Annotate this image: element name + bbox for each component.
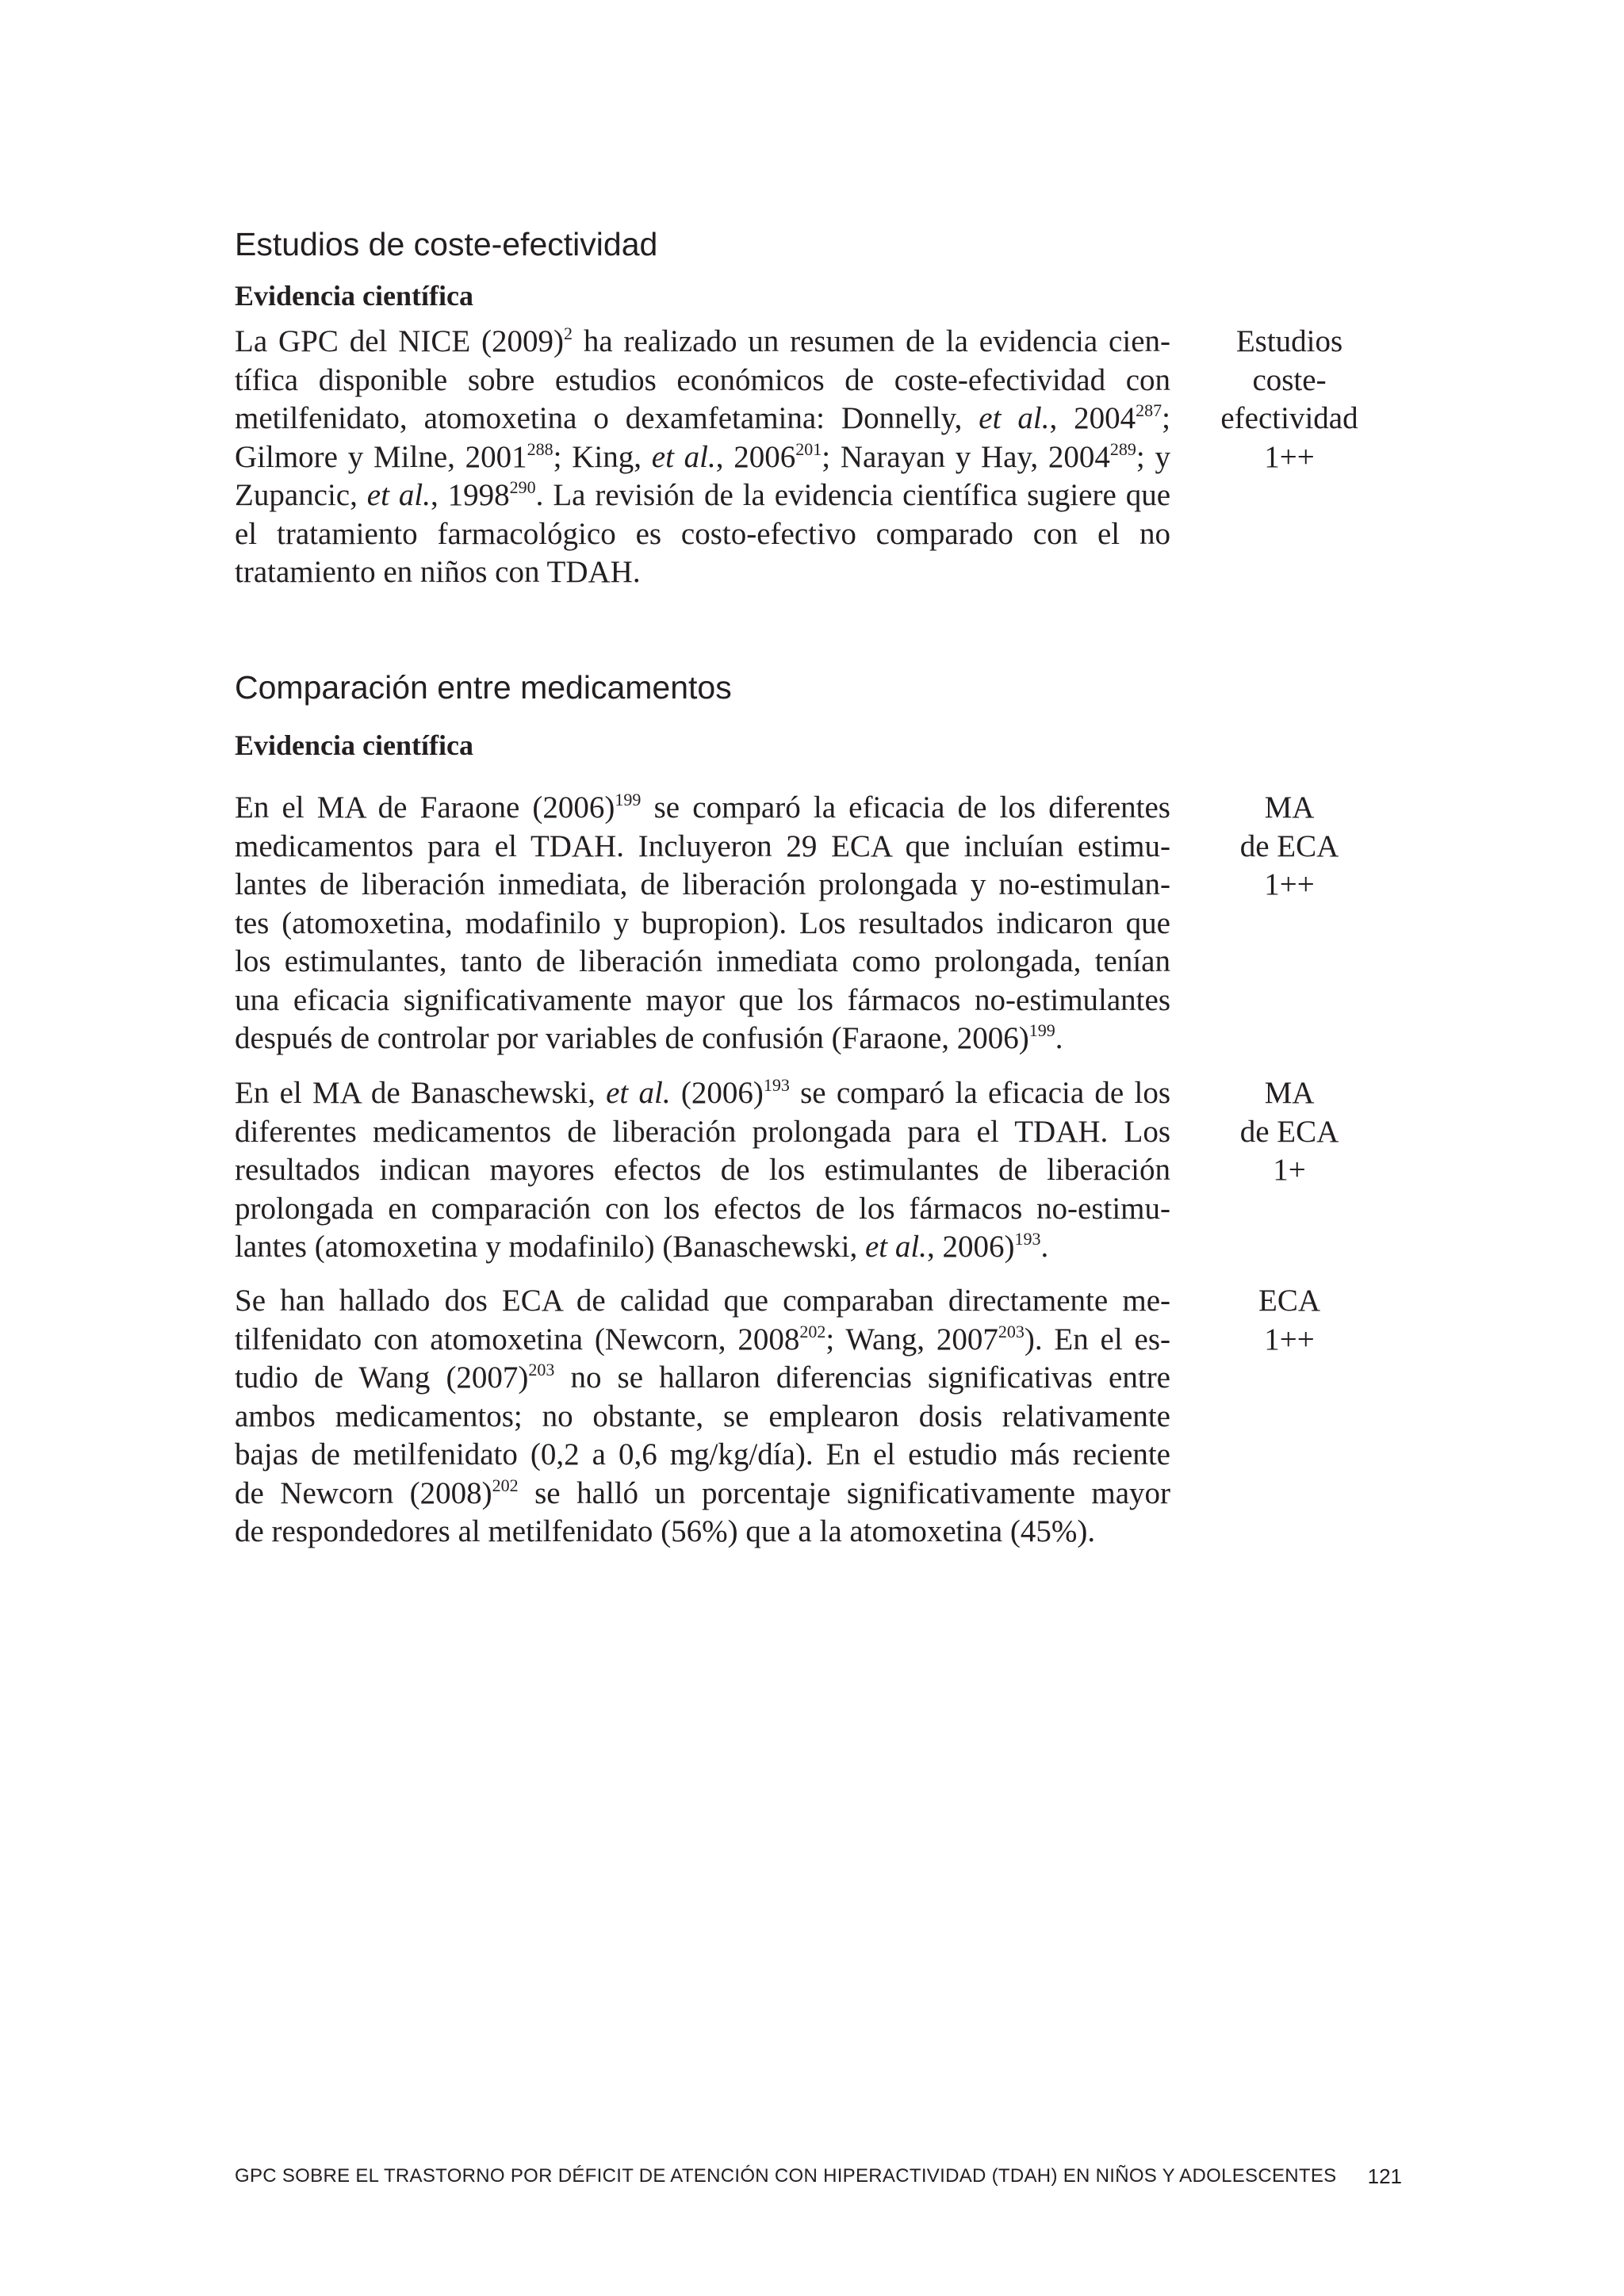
citation-superscript: 193 bbox=[763, 1075, 790, 1095]
text-line bbox=[235, 515, 1170, 554]
italic-text: et al. bbox=[979, 401, 1050, 435]
text-run: de respondedores al metilfenidato (56%) que a la atomoxetina (45%). bbox=[235, 1514, 1096, 1548]
text-run: prolongada en comparación con los efectos de los fármacos no-estimu- bbox=[235, 1191, 1170, 1226]
italic-text: et al. bbox=[606, 1076, 671, 1110]
text-run: ; y bbox=[1136, 439, 1171, 474]
text-line bbox=[235, 1436, 1170, 1475]
citation-superscript: 202 bbox=[799, 1321, 826, 1341]
text-run: . La revisión de la evidencia científica sugiere que bbox=[535, 478, 1171, 512]
text-run: En el MA de Faraone (2006) bbox=[235, 790, 615, 825]
text-run: tudio de Wang (2007) bbox=[235, 1360, 529, 1395]
text-run: los estimulantes, tanto de liberación inmediata como prolongada, tenían bbox=[235, 944, 1170, 978]
subheading-evidencia-cientifica: Evidencia científica bbox=[235, 729, 473, 761]
text-line bbox=[235, 828, 1170, 867]
evidence-label-line: de ECA bbox=[1239, 828, 1339, 863]
paragraph-coste-efectividad bbox=[235, 323, 1170, 592]
text-line bbox=[235, 1282, 1170, 1321]
citation-superscript: 201 bbox=[795, 438, 822, 459]
text-run: tes (atomoxetina, modafinilo y bupropion). Los resultados indicaron que bbox=[235, 905, 1170, 940]
evidence-label-line: Estudios bbox=[1235, 324, 1343, 358]
text-run: La GPC del NICE (2009) bbox=[235, 324, 565, 358]
text-line bbox=[235, 400, 1170, 438]
italic-text: et al. bbox=[366, 478, 431, 512]
paragraph-newcorn-wang bbox=[235, 1282, 1170, 1552]
citation-superscript: 202 bbox=[492, 1475, 519, 1495]
citation-superscript: 193 bbox=[1014, 1229, 1041, 1249]
text-run: Zupancic, bbox=[235, 478, 367, 512]
citation-superscript: 203 bbox=[528, 1360, 555, 1380]
evidence-label-line: 1+ bbox=[1273, 1153, 1306, 1187]
citation-superscript: 290 bbox=[509, 477, 536, 497]
text-run: , 2006) bbox=[926, 1230, 1015, 1264]
text-line bbox=[235, 866, 1170, 905]
italic-text: et al. bbox=[864, 1230, 927, 1264]
section-heading-coste-efectividad: Estudios de coste-efectividad bbox=[235, 226, 658, 262]
paragraph-banaschewski bbox=[235, 1074, 1170, 1267]
text-line bbox=[235, 905, 1170, 943]
text-line bbox=[235, 1190, 1170, 1229]
text-line bbox=[235, 362, 1170, 400]
text-run: Se han hallado dos ECA de calidad que comparaban directamente me- bbox=[235, 1284, 1170, 1318]
text-line bbox=[235, 1513, 1170, 1552]
text-run: ambos medicamentos; no obstante, se emplearon dosis relativamente bbox=[235, 1399, 1170, 1433]
text-run: lantes de liberación inmediata, de liberación prolongada y no-estimulan- bbox=[235, 867, 1170, 901]
text-line bbox=[235, 553, 1170, 592]
text-run: diferentes medicamentos de liberación prolongada para el TDAH. Los bbox=[235, 1114, 1170, 1149]
text-run: tilfenidato con atomoxetina (Newcorn, 2008 bbox=[235, 1322, 800, 1357]
text-run: una eficacia significativamente mayor que los fármacos no-estimulantes bbox=[235, 982, 1170, 1017]
text-line bbox=[235, 1475, 1170, 1513]
evidence-label-line: 1++ bbox=[1264, 1322, 1315, 1357]
text-line bbox=[235, 943, 1170, 982]
text-run: , 1998 bbox=[430, 478, 510, 512]
paragraph-faraone bbox=[235, 789, 1170, 1058]
evidence-level-label bbox=[1194, 1074, 1385, 1190]
text-run: Gilmore y Milne, 2001 bbox=[235, 439, 527, 474]
evidence-label-line: coste- bbox=[1252, 362, 1327, 397]
text-run: metilfenidato, atomoxetina o dexamfetamina: Donnelly, bbox=[235, 401, 979, 435]
citation-superscript: 289 bbox=[1109, 438, 1136, 459]
text-line bbox=[235, 1398, 1170, 1437]
text-line bbox=[235, 1359, 1170, 1398]
page-number: 121 bbox=[1367, 2164, 1402, 2188]
text-run: medicamentos para el TDAH. Incluyeron 29 ECA que incluían estimu- bbox=[235, 828, 1170, 863]
evidence-level-label bbox=[1194, 1282, 1385, 1359]
text-run: se comparó la eficacia de los diferentes bbox=[641, 790, 1170, 825]
footer-title: GPC SOBRE EL TRASTORNO POR DÉFICIT DE ATENCIÓN CON HIPERACTIVIDAD (TDAH) EN NIÑOS Y ADOLESCENTES bbox=[235, 2165, 1337, 2187]
text-run: tífica disponible sobre estudios económicos de coste-efectividad con bbox=[235, 362, 1170, 397]
text-run: el tratamiento farmacológico es costo-efectivo comparado con el no bbox=[235, 516, 1170, 551]
text-line bbox=[235, 1151, 1170, 1190]
evidence-label-line: ECA bbox=[1258, 1284, 1320, 1318]
text-run: ha realizado un resumen de la evidencia cien- bbox=[573, 324, 1171, 358]
text-line bbox=[235, 476, 1170, 515]
evidence-label-line: efectividad bbox=[1220, 401, 1358, 435]
citation-superscript: 199 bbox=[615, 790, 642, 809]
text-run: se halló un porcentaje significativamente mayor bbox=[518, 1475, 1170, 1510]
text-run: ; bbox=[1162, 401, 1171, 435]
text-run: se comparó la eficacia de los bbox=[789, 1076, 1171, 1110]
evidence-label-line: MA bbox=[1264, 1076, 1315, 1110]
evidence-level-label bbox=[1194, 789, 1385, 905]
text-run: . bbox=[1055, 1021, 1063, 1055]
text-run: ; King, bbox=[553, 439, 652, 474]
text-run: (2006) bbox=[670, 1076, 764, 1110]
text-run: , 2004 bbox=[1049, 401, 1136, 435]
text-run: ; Narayan y Hay, 2004 bbox=[822, 439, 1110, 474]
evidence-level-label bbox=[1194, 323, 1385, 476]
text-run: resultados indican mayores efectos de los estimulantes de liberación bbox=[235, 1153, 1170, 1187]
text-line bbox=[235, 982, 1170, 1020]
text-run: de Newcorn (2008) bbox=[235, 1475, 492, 1510]
text-run: ; Wang, 2007 bbox=[825, 1322, 998, 1357]
text-run: ). En el es- bbox=[1024, 1322, 1170, 1357]
text-line bbox=[235, 323, 1170, 362]
text-run: no se hallaron diferencias significativas entre bbox=[554, 1360, 1170, 1395]
evidence-label-line: de ECA bbox=[1239, 1114, 1339, 1149]
citation-superscript: 287 bbox=[1136, 400, 1162, 420]
text-line bbox=[235, 1321, 1170, 1360]
text-line bbox=[235, 1020, 1170, 1058]
text-line bbox=[235, 789, 1170, 828]
citation-superscript: 203 bbox=[998, 1321, 1025, 1341]
text-run: En el MA de Banaschewski, bbox=[235, 1076, 607, 1110]
text-line bbox=[235, 1228, 1170, 1267]
subheading-evidencia-cientifica: Evidencia científica bbox=[235, 280, 473, 312]
text-line bbox=[235, 1113, 1170, 1152]
citation-superscript: 199 bbox=[1028, 1020, 1055, 1040]
evidence-label-line: 1++ bbox=[1264, 867, 1315, 901]
text-line bbox=[235, 438, 1170, 477]
citation-superscript: 2 bbox=[564, 323, 573, 343]
evidence-label-line: 1++ bbox=[1264, 439, 1315, 474]
text-run: , 2006 bbox=[715, 439, 796, 474]
text-line bbox=[235, 1074, 1170, 1113]
text-run: . bbox=[1040, 1230, 1049, 1264]
text-run: después de controlar por variables de confusión (Faraone, 2006) bbox=[235, 1021, 1029, 1055]
italic-text: et al. bbox=[651, 439, 716, 474]
evidence-label-line: MA bbox=[1264, 790, 1315, 825]
section-heading-comparacion-medicamentos: Comparación entre medicamentos bbox=[235, 669, 732, 706]
text-run: lantes (atomoxetina y modafinilo) (Banaschewski, bbox=[235, 1230, 865, 1264]
citation-superscript: 288 bbox=[527, 438, 553, 459]
text-run: tratamiento en niños con TDAH. bbox=[235, 555, 641, 589]
text-run: bajas de metilfenidato (0,2 a 0,6 mg/kg/día). En el estudio más reciente bbox=[235, 1437, 1170, 1471]
